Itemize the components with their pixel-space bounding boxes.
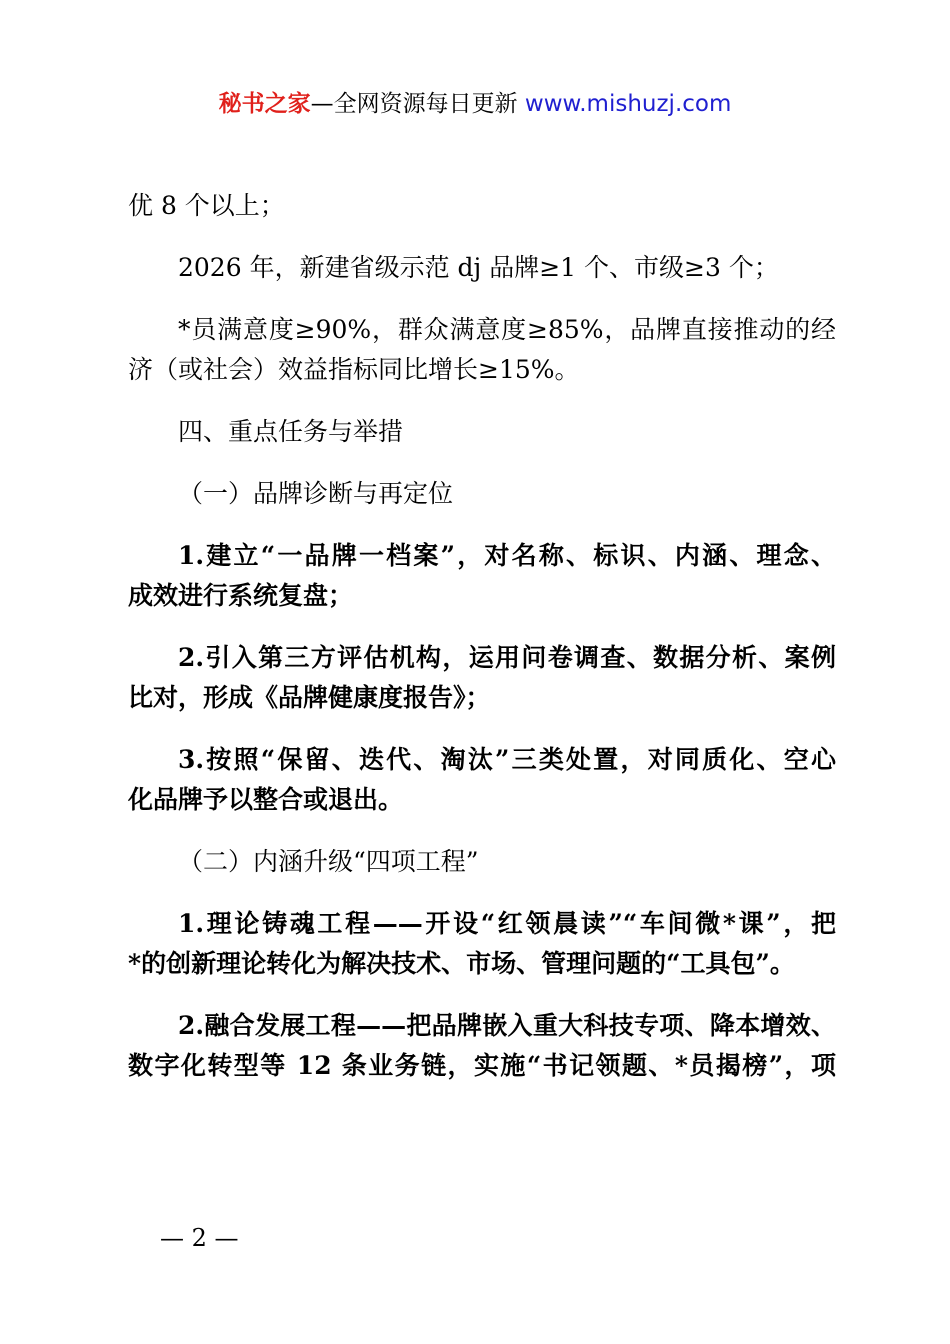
text-line: 成效进行系统复盘； <box>128 581 354 610</box>
document-body <box>128 186 836 1086</box>
text-line: 2.引入第三方评估机构，运用问卷调查、数据分析、案例 <box>178 643 836 672</box>
text-line: 2026 年，新建省级示范 dj 品牌≥1 个、市级≥3 个； <box>178 253 779 282</box>
text-line: 四、重点任务与举措 <box>178 417 404 446</box>
paragraph <box>128 186 836 226</box>
paragraph <box>128 536 836 616</box>
text-line: 优 8 个以上； <box>128 191 285 220</box>
text-line: 2.融合发展工程——把品牌嵌入重大科技专项、降本增效、 <box>178 1011 836 1040</box>
paragraph <box>128 638 836 718</box>
site-brand: 秘书之家 <box>218 91 311 117</box>
text-line: *的创新理论转化为解决技术、市场、管理问题的“工具包”。 <box>128 949 795 978</box>
paragraph <box>128 740 836 820</box>
text-line: 1.理论铸魂工程——开设“红领晨读”“车间微*课”，把 <box>178 909 836 938</box>
text-line: （一）品牌诊断与再定位 <box>178 479 454 508</box>
paragraph <box>128 248 836 288</box>
subsection-heading <box>128 474 836 514</box>
text-line: 1.建立“一品牌一档案”，对名称、标识、内涵、理念、 <box>178 541 836 570</box>
text-line: 济（或社会）效益指标同比增长≥15%。 <box>128 355 580 384</box>
paragraph <box>128 904 836 984</box>
subsection-heading <box>128 842 836 882</box>
text-line: 3.按照“保留、迭代、淘汰”三类处置，对同质化、空心 <box>178 745 836 774</box>
text-line: 化品牌予以整合或退出。 <box>128 785 404 814</box>
section-heading <box>128 412 836 452</box>
paragraph <box>128 310 836 390</box>
text-line: 数字化转型等 12 条业务链，实施“书记领题、*员揭榜”，项 <box>128 1051 836 1080</box>
page-number: — 2 — <box>160 1224 239 1252</box>
site-header <box>0 86 950 122</box>
text-line: 比对，形成《品牌健康度报告》； <box>128 683 491 712</box>
site-slogan: —全网资源每日更新 <box>310 91 525 117</box>
text-line: *员满意度≥90%，群众满意度≥85%，品牌直接推动的经 <box>178 315 836 344</box>
paragraph <box>128 1006 836 1086</box>
site-url-link[interactable]: www.mishuzj.com <box>524 91 732 117</box>
text-line: （二）内涵升级“四项工程” <box>178 847 479 876</box>
